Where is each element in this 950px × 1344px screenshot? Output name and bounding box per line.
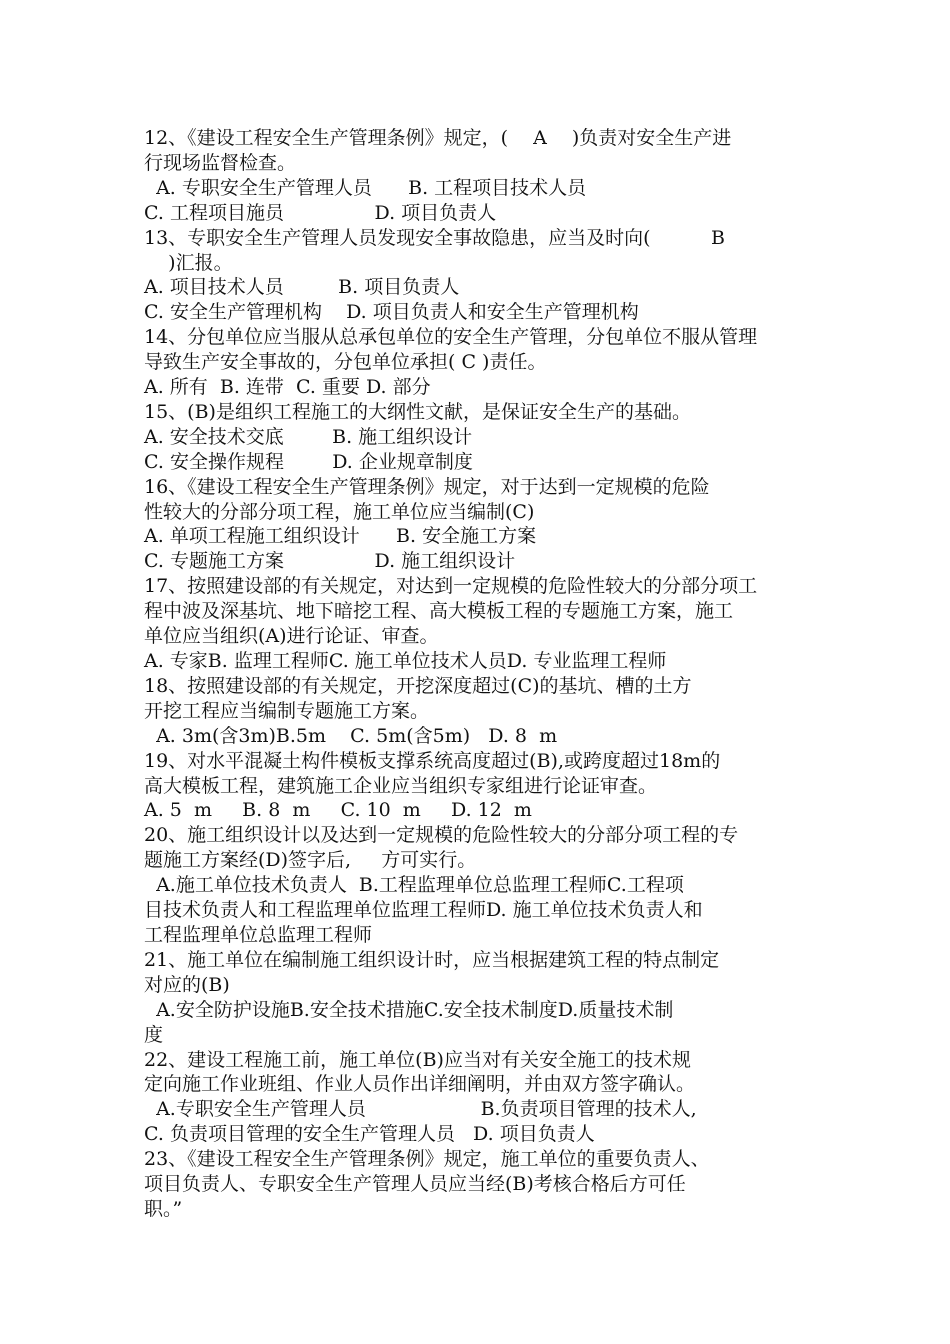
text-line: 导致生产安全事故的，分包单位承担( C )责任。 [144,351,547,373]
text-line: 18、按照建设部的有关规定，开挖深度超过(C)的基坑、槽的土方 [144,675,692,697]
text-line: 21、施工单位在编制施工组织设计时，应当根据建筑工程的特点制定 [144,949,720,971]
text-line: 单位应当组织(A)进行论证、审查。 [144,625,439,647]
text-line: A. 安全技术交底 B. 施工组织设计 [144,426,473,448]
text-line: A. 专职安全生产管理人员 B. 工程项目技术人员 [144,177,587,199]
text-line: A.安全防护设施B.安全技术措施C.安全技术制度D.质量技术制 [144,999,674,1021]
text-line: 开挖工程应当编制专题施工方案。 [144,700,430,722]
text-line: C. 专题施工方案 D. 施工组织设计 [144,550,516,572]
text-line: 题施工方案经(D)签字后, 方可实行。 [144,849,477,871]
text-line: 行现场监督检查。 [144,152,297,174]
text-line: A. 单项工程施工组织设计 B. 安全施工方案 [144,525,537,547]
text-line: 15、(B)是组织工程施工的大纲性文献，是保证安全生产的基础。 [144,401,691,423]
text-line: 12、《建设工程安全生产管理条例》规定，( A )负责对安全生产进 [144,127,732,149]
text-line: 项目负责人、专职安全生产管理人员应当经(B)考核合格后方可任 [144,1173,686,1195]
text-line: 14、分包单位应当服从总承包单位的安全生产管理，分包单位不服从管理 [144,326,758,348]
text-line: 目技术负责人和工程监理单位监理工程师D. 施工单位技术负责人和 [144,899,703,921]
text-line: 程中波及深基坑、地下暗挖工程、高大模板工程的专题施工方案，施工 [144,600,734,622]
text-line: 16、《建设工程安全生产管理条例》规定，对于达到一定规模的危险 [144,476,710,498]
text-line: C. 安全生产管理机构 D. 项目负责人和安全生产管理机构 [144,301,639,323]
text-line: 13、专职安全生产管理人员发现安全事故隐患，应当及时向( B [144,227,725,249]
text-line: A. 3m(含3m)B.5m C. 5m(含5m) D. 8 m [144,725,558,747]
text-line: )汇报。 [144,252,233,274]
text-line: 23、《建设工程安全生产管理条例》规定，施工单位的重要负责人、 [144,1148,710,1170]
text-line: C. 工程项目施员 D. 项目负责人 [144,202,497,224]
text-line: 职。” [144,1198,183,1220]
text-line: 19、对水平混凝土构件模板支撑系统高度超过(B),或跨度超过18m的 [144,750,721,772]
text-line: 定向施工作业班组、作业人员作出详细阐明，并由双方签字确认。 [144,1073,696,1095]
text-line: 22、建设工程施工前，施工单位(B)应当对有关安全施工的技术规 [144,1049,691,1071]
text-line: 对应的(B) [144,974,230,996]
text-line: 度 [144,1024,164,1046]
text-line: 高大模板工程，建筑施工企业应当组织专家组进行论证审查。 [144,775,658,797]
text-line: 20、施工组织设计以及达到一定规模的危险性较大的分部分项工程的专 [144,824,739,846]
text-line: 工程监理单位总监理工程师 [144,924,373,946]
text-line: A. 5 m B. 8 m C. 10 m D. 12 m [144,799,532,821]
text-line: A. 所有 B. 连带 C. 重要 D. 部分 [144,376,431,398]
text-line: 17、按照建设部的有关规定，对达到一定规模的危险性较大的分部分项工 [144,575,758,597]
text-line: C. 负责项目管理的安全生产管理人员 D. 项目负责人 [144,1123,595,1145]
text-line: 性较大的分部分项工程，施工单位应当编制(C) [144,501,535,523]
text-line: A. 项目技术人员 B. 项目负责人 [144,276,460,298]
text-line: C. 安全操作规程 D. 企业规章制度 [144,451,473,473]
text-line: A.施工单位技术负责人 B.工程监理单位总监理工程师C.工程项 [144,874,684,896]
text-line: A.专职安全生产管理人员 B.负责项目管理的技术人, [144,1098,697,1120]
text-line: A. 专家B. 监理工程师C. 施工单位技术人员D. 专业监理工程师 [144,650,667,672]
